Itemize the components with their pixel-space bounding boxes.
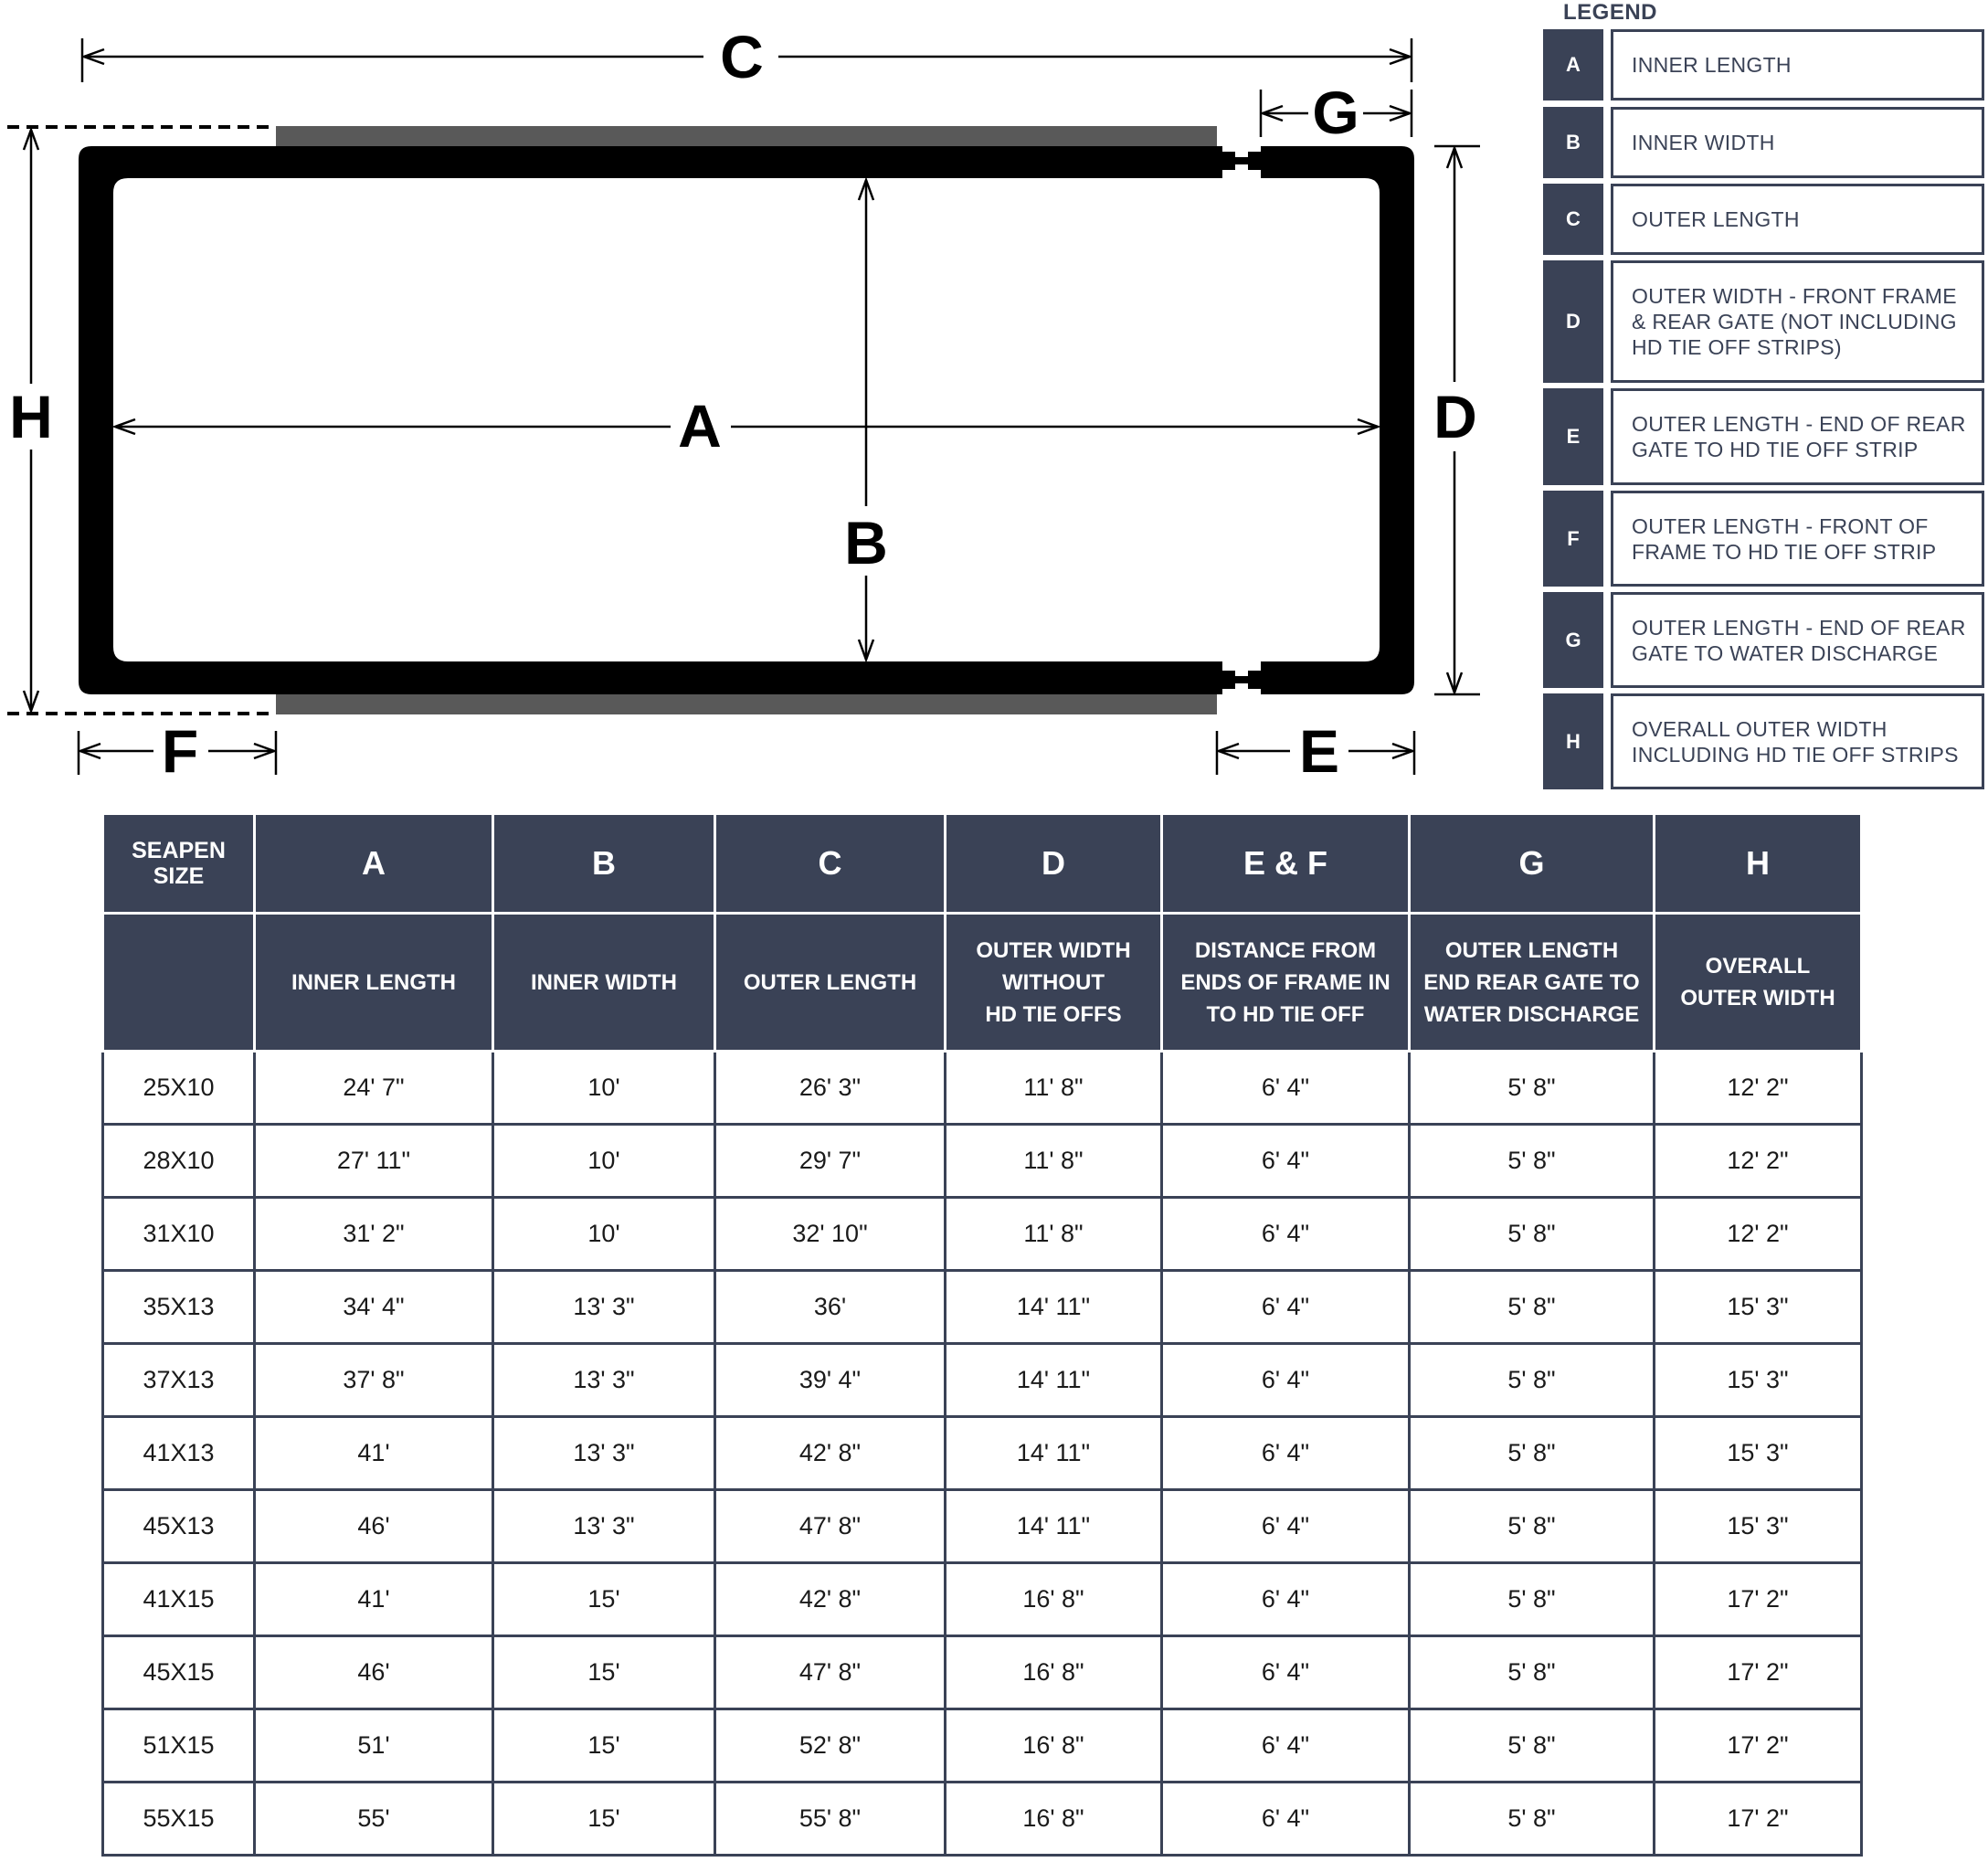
cell-h: 15' 3": [1655, 1490, 1862, 1563]
cell-c: 52' 8": [715, 1709, 946, 1783]
cell-c: 42' 8": [715, 1417, 946, 1490]
label-f: F: [161, 717, 199, 785]
legend-key: G: [1543, 592, 1603, 688]
subheader-outer-length: OUTER LENGTH: [715, 914, 946, 1052]
header-h: H: [1655, 814, 1862, 914]
label-a: A: [678, 392, 722, 460]
cell-seapen-size: 41X13: [103, 1417, 255, 1490]
cell-g: 5' 8": [1410, 1271, 1655, 1344]
cell-c: 55' 8": [715, 1783, 946, 1856]
cell-seapen-size: 31X10: [103, 1198, 255, 1271]
cell-d: 14' 11": [946, 1417, 1162, 1490]
cell-c: 32' 10": [715, 1198, 946, 1271]
cell-a: 41': [255, 1417, 493, 1490]
label-d: D: [1433, 383, 1477, 450]
seapen-frame: [79, 146, 1222, 694]
cell-b: 10': [493, 1125, 715, 1198]
cell-a: 41': [255, 1563, 493, 1636]
legend-description: OUTER LENGTH - FRONT OF FRAME TO HD TIE OFF STRIP: [1611, 491, 1984, 587]
cell-seapen-size: 55X15: [103, 1783, 255, 1856]
cell-g: 5' 8": [1410, 1125, 1655, 1198]
label-e: E: [1298, 717, 1340, 785]
legend-key: H: [1543, 693, 1603, 789]
subheader-blank: [103, 914, 255, 1052]
legend-description: OUTER LENGTH: [1611, 184, 1984, 255]
cell-e-f: 6' 4": [1162, 1417, 1410, 1490]
cell-e-f: 6' 4": [1162, 1636, 1410, 1709]
legend-key: F: [1543, 491, 1603, 587]
cell-b: 15': [493, 1783, 715, 1856]
label-g: G: [1312, 79, 1359, 146]
table-row: [103, 1709, 1862, 1783]
cell-b: 13' 3": [493, 1271, 715, 1344]
cell-seapen-size: 45X13: [103, 1490, 255, 1563]
legend-description: OVERALL OUTER WIDTH INCLUDING HD TIE OFF STRIPS: [1611, 693, 1984, 789]
legend-description: OUTER LENGTH - END OF REAR GATE TO HD TIE OFF STRIP: [1611, 388, 1984, 485]
cell-seapen-size: 25X10: [103, 1052, 255, 1125]
subheader-water-discharge: OUTER LENGTH END REAR GATE TO WATER DISCHARGE: [1410, 914, 1655, 1052]
cell-d: 14' 11": [946, 1344, 1162, 1417]
legend-key: E: [1543, 388, 1603, 485]
cell-d: 16' 8": [946, 1563, 1162, 1636]
legend-description: OUTER LENGTH - END OF REAR GATE TO WATER DISCHARGE: [1611, 592, 1984, 688]
cell-a: 31' 2": [255, 1198, 493, 1271]
cell-h: 17' 2": [1655, 1709, 1862, 1783]
cell-h: 15' 3": [1655, 1271, 1862, 1344]
cell-a: 37' 8": [255, 1344, 493, 1417]
subheader-outer-width: OUTER WIDTH WITHOUT HD TIE OFFS: [946, 914, 1162, 1052]
legend-item-c: [1543, 184, 1984, 255]
cell-h: 17' 2": [1655, 1636, 1862, 1709]
table-row: [103, 1490, 1862, 1563]
cell-d: 11' 8": [946, 1198, 1162, 1271]
table-body: [103, 1052, 1862, 1856]
cell-h: 15' 3": [1655, 1417, 1862, 1490]
cell-g: 5' 8": [1410, 1490, 1655, 1563]
legend-key: C: [1543, 184, 1603, 255]
cell-a: 46': [255, 1636, 493, 1709]
table-row: [103, 1344, 1862, 1417]
cell-c: 47' 8": [715, 1636, 946, 1709]
cell-seapen-size: 51X15: [103, 1709, 255, 1783]
table-row: [103, 1563, 1862, 1636]
cell-d: 16' 8": [946, 1636, 1162, 1709]
cell-d: 14' 11": [946, 1490, 1162, 1563]
legend-item-a: [1543, 29, 1984, 101]
cell-seapen-size: 28X10: [103, 1125, 255, 1198]
cell-b: 15': [493, 1563, 715, 1636]
cell-e-f: 6' 4": [1162, 1783, 1410, 1856]
cell-d: 11' 8": [946, 1052, 1162, 1125]
cell-g: 5' 8": [1410, 1344, 1655, 1417]
cell-b: 13' 3": [493, 1417, 715, 1490]
table-row: [103, 1636, 1862, 1709]
legend-description: INNER LENGTH: [1611, 29, 1984, 101]
cell-e-f: 6' 4": [1162, 1125, 1410, 1198]
cell-seapen-size: 41X15: [103, 1563, 255, 1636]
cell-h: 12' 2": [1655, 1198, 1862, 1271]
cell-a: 46': [255, 1490, 493, 1563]
table-row: [103, 1271, 1862, 1344]
cell-d: 14' 11": [946, 1271, 1162, 1344]
gate-hinge-top: [1222, 152, 1261, 170]
rear-gate: [1261, 146, 1414, 694]
cell-h: 12' 2": [1655, 1052, 1862, 1125]
cell-c: 42' 8": [715, 1563, 946, 1636]
header-b: B: [493, 814, 715, 914]
cell-g: 5' 8": [1410, 1417, 1655, 1490]
cell-e-f: 6' 4": [1162, 1344, 1410, 1417]
cell-b: 13' 3": [493, 1344, 715, 1417]
cell-h: 17' 2": [1655, 1563, 1862, 1636]
subheader-distance-to-tie-off: DISTANCE FROM ENDS OF FRAME IN TO HD TIE OFF: [1162, 914, 1410, 1052]
cell-a: 51': [255, 1709, 493, 1783]
header-row-descriptions: [103, 914, 1862, 1052]
cell-g: 5' 8": [1410, 1198, 1655, 1271]
legend-key: A: [1543, 29, 1603, 101]
cell-c: 26' 3": [715, 1052, 946, 1125]
cell-h: 17' 2": [1655, 1783, 1862, 1856]
cell-c: 36': [715, 1271, 946, 1344]
cell-c: 39' 4": [715, 1344, 946, 1417]
table-row: [103, 1125, 1862, 1198]
cell-d: 16' 8": [946, 1783, 1162, 1856]
cell-e-f: 6' 4": [1162, 1052, 1410, 1125]
seapen-dimension-diagram: [0, 0, 1535, 804]
cell-a: 24' 7": [255, 1052, 493, 1125]
cell-b: 10': [493, 1052, 715, 1125]
cell-g: 5' 8": [1410, 1636, 1655, 1709]
cell-seapen-size: 45X15: [103, 1636, 255, 1709]
cell-c: 29' 7": [715, 1125, 946, 1198]
top-tie-off-strip: [276, 126, 1217, 146]
table-row: [103, 1417, 1862, 1490]
label-c: C: [720, 23, 764, 90]
cell-a: 55': [255, 1783, 493, 1856]
table-row: [103, 1198, 1862, 1271]
legend-description: OUTER WIDTH - FRONT FRAME & REAR GATE (NOT INCLUDING HD TIE OFF STRIPS): [1611, 260, 1984, 383]
cell-b: 10': [493, 1198, 715, 1271]
header-g: G: [1410, 814, 1655, 914]
header-seapen-size: SEAPEN SIZE: [103, 814, 255, 914]
legend-item-h: [1543, 693, 1984, 789]
cell-d: 16' 8": [946, 1709, 1162, 1783]
cell-e-f: 6' 4": [1162, 1271, 1410, 1344]
legend-item-f: [1543, 491, 1984, 587]
legend-description: INNER WIDTH: [1611, 107, 1984, 178]
gate-hinge-bottom: [1222, 671, 1261, 689]
seapen-size-table: [101, 812, 1863, 1857]
cell-h: 15' 3": [1655, 1344, 1862, 1417]
cell-e-f: 6' 4": [1162, 1709, 1410, 1783]
subheader-inner-length: INNER LENGTH: [255, 914, 493, 1052]
label-h: H: [9, 383, 53, 450]
label-b: B: [844, 509, 888, 577]
cell-e-f: 6' 4": [1162, 1490, 1410, 1563]
legend-key: D: [1543, 260, 1603, 383]
cell-e-f: 6' 4": [1162, 1563, 1410, 1636]
cell-c: 47' 8": [715, 1490, 946, 1563]
cell-seapen-size: 37X13: [103, 1344, 255, 1417]
legend-title: LEGEND: [1563, 0, 1658, 25]
cell-b: 15': [493, 1709, 715, 1783]
cell-g: 5' 8": [1410, 1709, 1655, 1783]
legend-item-e: [1543, 388, 1984, 485]
cell-seapen-size: 35X13: [103, 1271, 255, 1344]
cell-d: 11' 8": [946, 1125, 1162, 1198]
legend-key: B: [1543, 107, 1603, 178]
subheader-inner-width: INNER WIDTH: [493, 914, 715, 1052]
header-d: D: [946, 814, 1162, 914]
bottom-tie-off-strip: [276, 694, 1217, 714]
legend-item-d: [1543, 260, 1984, 383]
legend-item-g: [1543, 592, 1984, 688]
cell-a: 27' 11": [255, 1125, 493, 1198]
cell-b: 13' 3": [493, 1490, 715, 1563]
header-row-letters: [103, 814, 1862, 914]
subheader-overall-outer-width: OVERALL OUTER WIDTH: [1655, 914, 1862, 1052]
cell-b: 15': [493, 1636, 715, 1709]
cell-h: 12' 2": [1655, 1125, 1862, 1198]
cell-g: 5' 8": [1410, 1052, 1655, 1125]
table-row: [103, 1783, 1862, 1856]
header-a: A: [255, 814, 493, 914]
cell-a: 34' 4": [255, 1271, 493, 1344]
cell-e-f: 6' 4": [1162, 1198, 1410, 1271]
cell-g: 5' 8": [1410, 1563, 1655, 1636]
table-row: [103, 1052, 1862, 1125]
legend-item-b: [1543, 107, 1984, 178]
header-e-f: E & F: [1162, 814, 1410, 914]
cell-g: 5' 8": [1410, 1783, 1655, 1856]
header-c: C: [715, 814, 946, 914]
